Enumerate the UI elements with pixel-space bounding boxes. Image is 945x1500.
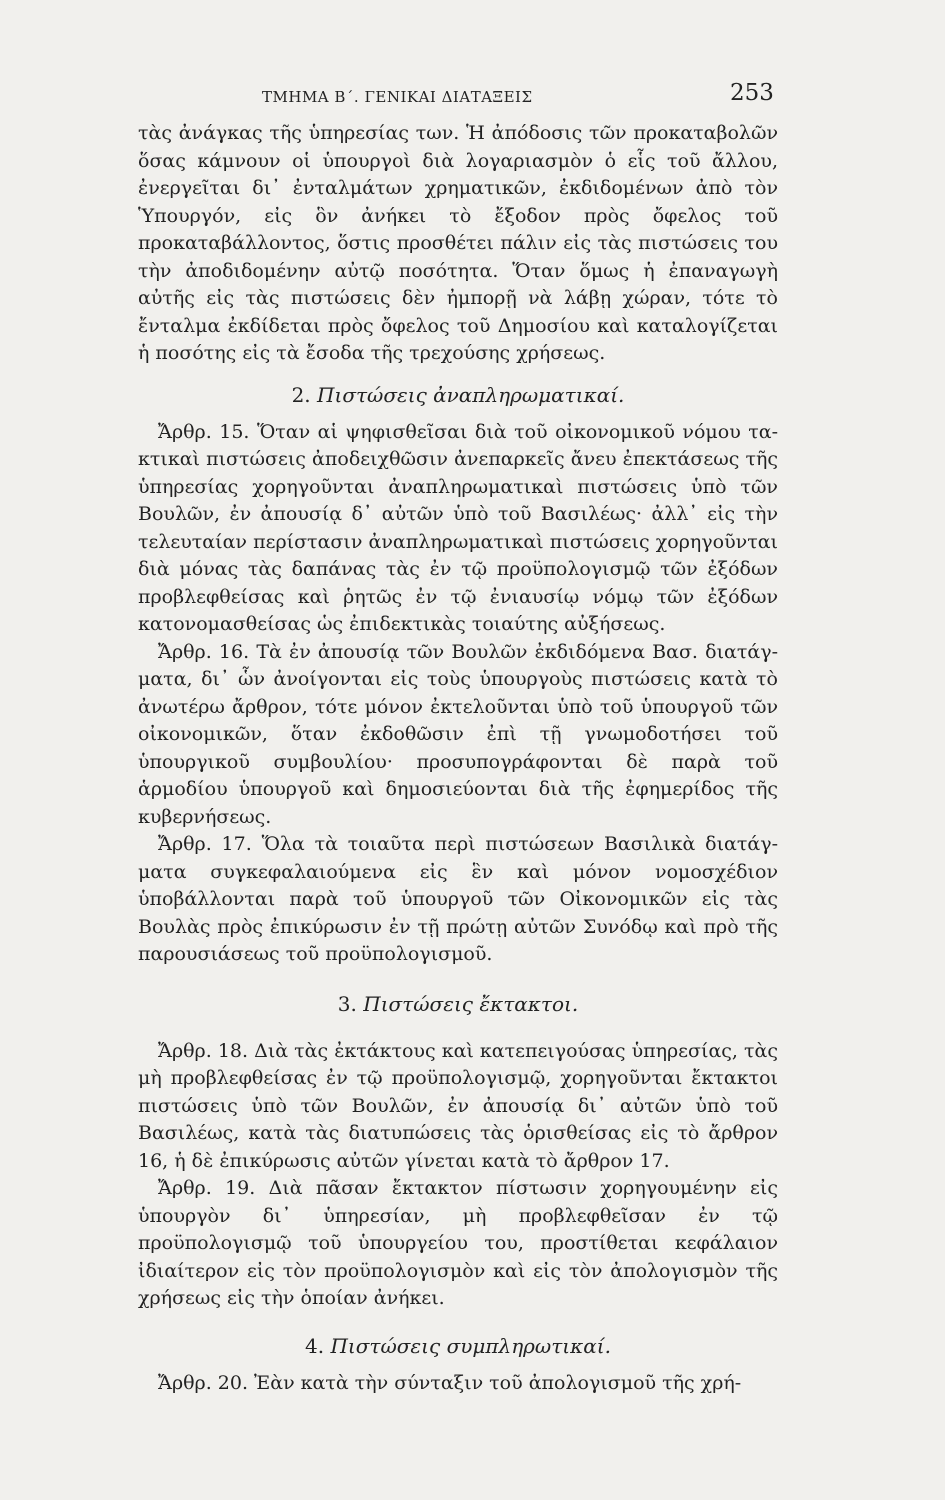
article-15: Ἄρθρ. 15. Ὅταν αἱ ψηφισθεῖσαι διὰ τοῦ οἰκονομικοῦ νόμου τακτικαὶ πιστώσεις ἀποδειχθῶσιν ἀνεπαρκεῖς ἄνευ ἐπεκτάσεως τῆς ὑπηρεσίας χορηγοῦνται ἀναπληρωματικαὶ πιστώσεις ὑπὸ τῶν Βουλῶν, ἐν ἀπουσίᾳ δ᾽ αὐτῶν ὑπὸ τοῦ Βασιλέως· ἀλλ᾽ εἰς τὴν τελευταίαν περίστασιν ἀναπληρωματικαὶ πιστώσεις χορηγοῦνται διὰ μόνας τὰς δαπάνας τὰς ἐν τῷ προϋπολογισμῷ τῶν ἐξόδων προβλεφθείσας καὶ ῥητῶς ἐν τῷ ἐνιαυσίῳ νόμῳ τῶν ἐξόδων κατονομασθείσας ὡς ἐπιδεκτικὰς τοιαύτης αὐξήσεως. <box>138 420 778 635</box>
text-block <box>138 120 778 1397</box>
article-16: Ἄρθρ. 16. Τὰ ἐν ἀπουσίᾳ τῶν Βουλῶν ἐκδιδόμενα Βασ. διατάγματα, δι᾽ ὧν ἀνοίγονται εἰς τοὺς ὑπουργοὺς πιστώσεις κατὰ τὸ ἀνωτέρω ἄρθρον, τότε μόνον ἐκτελοῦνται ὑπὸ τοῦ ὑπουργοῦ τῶν οἰκονομικῶν, ὅταν ἐκδοθῶσιν ἐπὶ τῇ γνωμοδοτήσει τοῦ ὑπουργικοῦ συμβουλίου· προσυπογράφονται δὲ παρὰ τοῦ ἁρμοδίου ὑπουργοῦ καὶ δημοσιεύονται διὰ τῆς ἐφημερίδος τῆς κυβερνήσεως. <box>138 640 778 828</box>
section-number-3: 3. <box>337 991 357 1016</box>
section-heading-3 <box>138 991 778 1018</box>
page-number: 253 <box>730 80 774 106</box>
article-20: Ἄρθρ. 20. Ἐὰν κατὰ τὴν σύνταξιν τοῦ ἀπολογισμοῦ τῆς χρή- <box>158 1371 742 1394</box>
section-heading-4 <box>138 1333 778 1360</box>
running-title: ΤΜΗΜΑ Β΄. ΓΕΝΙΚΑΙ ΔΙΑΤΑΞΕΙΣ <box>262 88 533 106</box>
section-number-4: 4. <box>305 1333 325 1358</box>
paragraph-intro: τὰς ἀνάγκας τῆς ὑπηρεσίας των. Ἡ ἀπόδοσις τῶν προκαταβολῶν ὅσας κάμνουν οἱ ὑπουργοὶ διὰ λογαριασμὸν ὁ εἷς τοῦ ἄλλου, ἐνεργεῖται δι᾽ ἐνταλμάτων χρηματικῶν, ἐκδιδομένων ἀπὸ τὸν Ὑπουργόν, εἰς ὃν ἀνήκει τὸ ἔξοδον πρὸς ὄφελος τοῦ προκαταβάλλοντος, ὅστις προσθέτει πάλιν εἰς τὰς πιστώσεις του τὴν ἀποδιδομένην αὐτῷ ποσότητα. Ὅταν ὅμως ἡ ἐπαναγωγὴ αὐτῆς εἰς τὰς πιστώσεις δὲν ἠμπορῇ νὰ λάβῃ χώραν, τότε τὸ ἔνταλμα ἐκδίδεται πρὸς ὄφελος τοῦ Δημοσίου καὶ καταλογίζεται ἡ ποσότης εἰς τὰ ἔσοδα τῆς τρεχούσης χρήσεως. <box>138 122 778 364</box>
article-18: Ἄρθρ. 18. Διὰ τὰς ἐκτάκτους καὶ κατεπειγούσας ὑπηρεσίας, τὰς μὴ προβλεφθείσας ἐν τῷ προϋπολογισμῷ, χορηγοῦνται ἔκτακτοι πιστώσεις ὑπὸ τῶν Βουλῶν, ἐν ἀπουσίᾳ δι᾽ αὐτῶν ὑπὸ τοῦ Βασιλέως, κατὰ τὰς διατυπώσεις τὰς ὁρισθείσας εἰς τὸ ἄρθρον 16, ἡ δὲ ἐπικύρωσις αὐτῶν γίνεται κατὰ τὸ ἄρθρον 17. <box>138 1039 778 1172</box>
section-number-2: 2. <box>291 382 311 407</box>
article-19: Ἄρθρ. 19. Διὰ πᾶσαν ἔκτακτον πίστωσιν χορηγουμένην εἰς ὑπουργὸν δι᾽ ὑπηρεσίαν, μὴ προβλεφθεῖσαν ἐν τῷ προϋπολογισμῷ τοῦ ὑπουργείου του, προστίθεται κεφάλαιον ἰδιαίτερον εἰς τὸν προϋπολογισμὸν καὶ εἰς τὸν ἀπολογισμὸν τῆς χρήσεως εἰς τὴν ὁποίαν ἀνήκει. <box>138 1177 778 1309</box>
page-header <box>0 80 945 112</box>
section-heading-2 <box>138 382 778 409</box>
article-17: Ἄρθρ. 17. Ὅλα τὰ τοιαῦτα περὶ πιστώσεων Βασιλικὰ διατάγματα συγκεφαλαιούμενα εἰς ἓν καὶ μόνον νομοσχέδιον ὑποβάλλονται παρὰ τοῦ ὑπουργοῦ τῶν Οἰκονομικῶν εἰς τὰς Βουλὰς πρὸς ἐπικύρωσιν ἐν τῇ πρώτῃ αὐτῶν Συνόδῳ καὶ πρὸ τῆς παρουσιάσεως τοῦ προϋπολογισμοῦ. <box>138 833 778 965</box>
section-title-2: Πιστώσεις ἀναπληρωματικαί. <box>317 382 625 407</box>
section-title-4: Πιστώσεις συμπληρωτικαί. <box>330 1333 611 1358</box>
section-title-3: Πιστώσεις ἔκτακτοι. <box>363 991 579 1016</box>
